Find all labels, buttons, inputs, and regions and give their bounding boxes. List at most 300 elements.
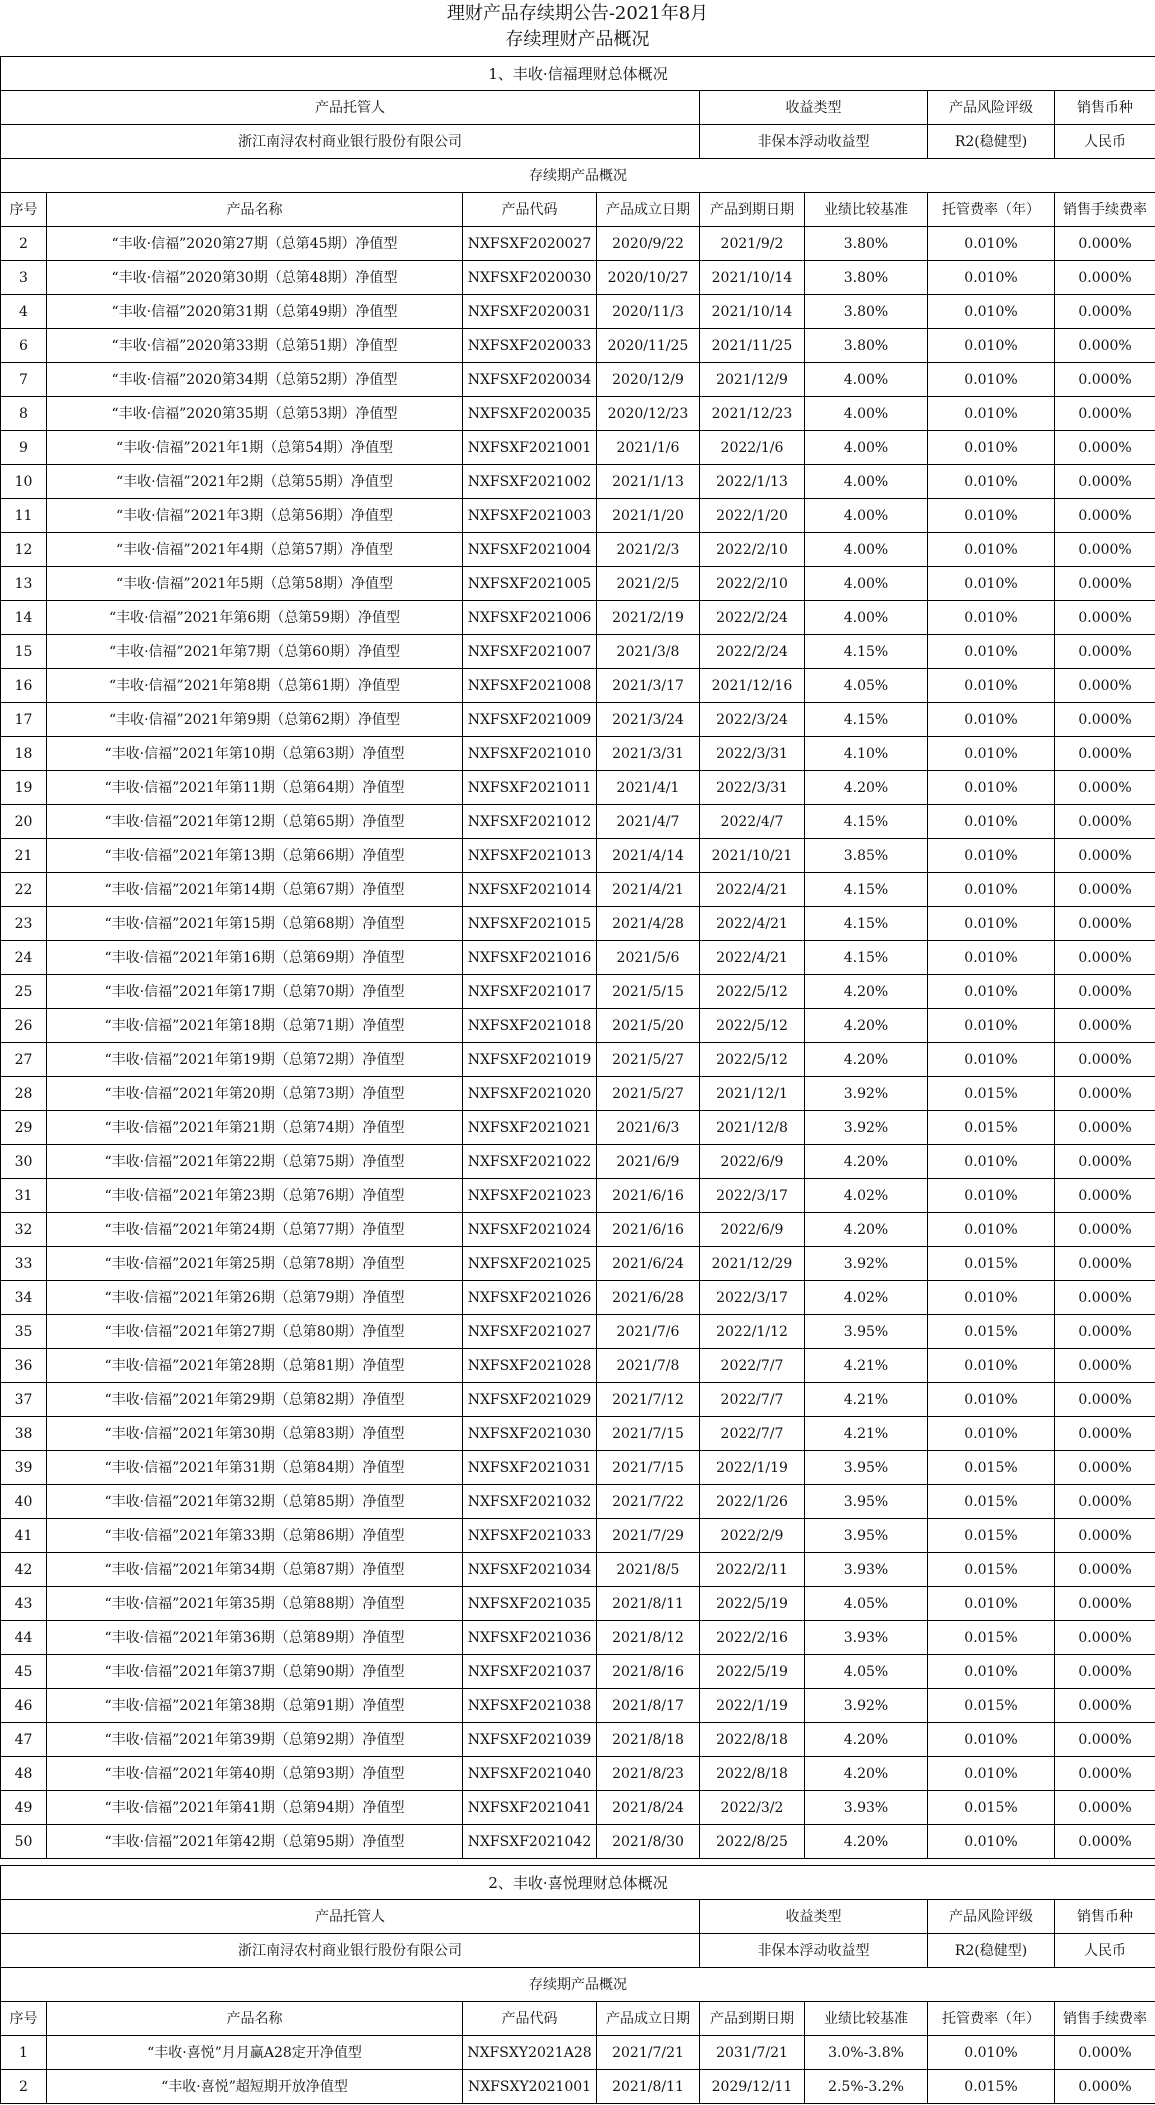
table-cell: 2022/8/18 [700,1723,805,1757]
table-cell: 2021/5/20 [597,1009,700,1043]
table-cell: “丰收·信福”2021年2期（总第55期）净值型 [47,465,463,499]
table-cell: 3.80% [805,261,928,295]
table-cell: 2021/8/18 [597,1723,700,1757]
table-cell: 0.010% [928,1179,1055,1213]
table-cell: 0.010% [928,1145,1055,1179]
table-cell: 0.000% [1055,771,1155,805]
table-cell: 0.000% [1055,465,1155,499]
table-cell: 47 [1,1723,47,1757]
table-cell: NXFSXF2021004 [463,533,597,567]
table-cell: 0.010% [928,703,1055,737]
table-cell: 0.000% [1055,431,1155,465]
table-cell: 2021/7/15 [597,1417,700,1451]
table-cell: 46 [1,1689,47,1723]
table-cell: 2022/1/19 [700,1451,805,1485]
table-cell: 6 [1,329,47,363]
table-cell: 0.010% [928,669,1055,703]
table-cell: 4.21% [805,1349,928,1383]
table-cell: “丰收·信福”2021年第42期（总第95期）净值型 [47,1825,463,1859]
table-cell: “丰收·信福”2021年第41期（总第94期）净值型 [47,1791,463,1825]
table-cell: NXFSXF2021031 [463,1451,597,1485]
table-cell: NXFSXF2021036 [463,1621,597,1655]
table-cell: 2021/4/28 [597,907,700,941]
table-cell: 4.20% [805,771,928,805]
table-cell: 2022/2/10 [700,533,805,567]
table-cell: “丰收·信福”2021年第33期（总第86期）净值型 [47,1519,463,1553]
table-cell: NXFSXF2020034 [463,363,597,397]
table-row [1,1077,1155,1111]
table-cell: 9 [1,431,47,465]
table-cell: 3.92% [805,1689,928,1723]
page-title: 理财产品存续期公告-2021年8月 [446,3,709,24]
table-cell: 2021/5/27 [597,1043,700,1077]
table-row [1,771,1155,805]
table-cell: NXFSXF2021020 [463,1077,597,1111]
table-cell: 0.000% [1055,1451,1155,1485]
table-cell: 2031/7/21 [700,2036,805,2070]
table-cell: 2021/7/8 [597,1349,700,1383]
xinfu-overview-values-cell: R2(稳健型) [928,125,1055,159]
table-cell: 0.000% [1055,533,1155,567]
table-cell: 0.010% [928,873,1055,907]
table-cell: 0.015% [928,1621,1055,1655]
table-cell: 2 [1,2070,47,2104]
table-cell: 0.010% [928,635,1055,669]
xinfu-overview-headers-cell: 产品托管人 [1,91,700,125]
table-cell: 3.93% [805,1553,928,1587]
table-cell: 50 [1,1825,47,1859]
table-cell: 0.010% [928,329,1055,363]
table-row [1,1383,1155,1417]
table-row [1,703,1155,737]
table-cell: 20 [1,805,47,839]
table-row [1,1485,1155,1519]
table-row [1,1689,1155,1723]
table-cell: “丰收·信福”2021年第11期（总第64期）净值型 [47,771,463,805]
table-cell: “丰收·信福”2021年5期（总第58期）净值型 [47,567,463,601]
table-cell: NXFSXF2021017 [463,975,597,1009]
table-cell: 2021/10/14 [700,261,805,295]
table-cell: 2021/11/25 [700,329,805,363]
table-cell: 3.80% [805,227,928,261]
table-row [1,1723,1155,1757]
table-cell: NXFSXF2021028 [463,1349,597,1383]
table-cell: 2022/4/7 [700,805,805,839]
table-cell: 1 [1,2036,47,2070]
table-cell: 3.93% [805,1621,928,1655]
table-row [1,1553,1155,1587]
table-cell: 25 [1,975,47,1009]
table-cell: NXFSXF2021018 [463,1009,597,1043]
table-cell: 0.010% [928,1349,1055,1383]
table-row [1,465,1155,499]
xinfu-overview-values-cell: 浙江南浔农村商业银行股份有限公司 [1,125,700,159]
table-cell: “丰收·信福”2021年第31期（总第84期）净值型 [47,1451,463,1485]
table-cell: 0.000% [1055,261,1155,295]
table-cell: 0.000% [1055,839,1155,873]
table-cell: 0.000% [1055,805,1155,839]
table-cell: 2022/7/7 [700,1383,805,1417]
xiyue-column-header: 产品代码 [463,2002,597,2036]
table-cell: 0.000% [1055,601,1155,635]
table-cell: 0.000% [1055,1281,1155,1315]
table-cell: 0.010% [928,907,1055,941]
table-cell: “丰收·信福”2020第35期（总第53期）净值型 [47,397,463,431]
table-cell: 4.20% [805,1723,928,1757]
table-cell: NXFSXF2021014 [463,873,597,907]
table-row [1,1213,1155,1247]
table-cell: 13 [1,567,47,601]
table-cell: 0.000% [1055,635,1155,669]
table-cell: 0.000% [1055,363,1155,397]
table-cell: “丰收·信福”2020第34期（总第52期）净值型 [47,363,463,397]
table-cell: 0.000% [1055,1621,1155,1655]
table-cell: “丰收·信福”2021年第36期（总第89期）净值型 [47,1621,463,1655]
table-cell: 2022/3/31 [700,771,805,805]
section-table-xiyue [0,1865,1155,2104]
table-row [1,805,1155,839]
table-cell: 28 [1,1077,47,1111]
table-cell: 0.000% [1055,1519,1155,1553]
table-cell: 4.05% [805,1655,928,1689]
table-cell: NXFSXF2021035 [463,1587,597,1621]
table-cell: “丰收·信福”2021年第30期（总第83期）净值型 [47,1417,463,1451]
table-cell: 0.000% [1055,227,1155,261]
table-cell: NXFSXF2021021 [463,1111,597,1145]
table-row [1,941,1155,975]
table-cell: NXFSXF2021006 [463,601,597,635]
table-cell: “丰收·信福”2021年第38期（总第91期）净值型 [47,1689,463,1723]
table-cell: 4.15% [805,635,928,669]
table-cell: 2022/4/21 [700,873,805,907]
table-cell: 3.80% [805,329,928,363]
table-cell: 49 [1,1791,47,1825]
table-cell: 34 [1,1281,47,1315]
table-cell: 0.000% [1055,1723,1155,1757]
table-cell: 2022/1/13 [700,465,805,499]
table-cell: 2021/3/17 [597,669,700,703]
table-cell: “丰收·信福”2021年第37期（总第90期）净值型 [47,1655,463,1689]
table-cell: NXFSXF2021032 [463,1485,597,1519]
table-cell: 18 [1,737,47,771]
table-cell: 2021/2/19 [597,601,700,635]
table-cell: 41 [1,1519,47,1553]
table-cell: 0.010% [928,1587,1055,1621]
xinfu-heading: 1、丰收·信福理财总体概况 [1,57,1155,91]
table-cell: 11 [1,499,47,533]
table-cell: 0.015% [928,1553,1055,1587]
table-cell: 0.000% [1055,1689,1155,1723]
table-cell: 3.85% [805,839,928,873]
table-cell: 2021/1/13 [597,465,700,499]
table-cell: 2021/6/24 [597,1247,700,1281]
table-row [1,669,1155,703]
xinfu-overview-values-row [1,125,1155,159]
table-row [1,635,1155,669]
xinfu-overview-headers-row [1,91,1155,125]
xiyue-column-header: 业绩比较基准 [805,2002,928,2036]
table-cell: “丰收·信福”2021年第9期（总第62期）净值型 [47,703,463,737]
table-cell: “丰收·信福”2021年4期（总第57期）净值型 [47,533,463,567]
table-cell: “丰收·信福”2021年第6期（总第59期）净值型 [47,601,463,635]
table-cell: 3.0%-3.8% [805,2036,928,2070]
table-cell: 3 [1,261,47,295]
table-cell: 0.000% [1055,1655,1155,1689]
table-cell: “丰收·信福”2021年第21期（总第74期）净值型 [47,1111,463,1145]
table-cell: 44 [1,1621,47,1655]
table-cell: NXFSXF2021042 [463,1825,597,1859]
table-cell: 3.92% [805,1247,928,1281]
table-cell: 2021/6/16 [597,1213,700,1247]
table-cell: 4.20% [805,1009,928,1043]
table-cell: 2022/3/17 [700,1281,805,1315]
table-row [1,873,1155,907]
xinfu-heading-row [1,57,1155,91]
table-cell: “丰收·信福”2021年第34期（总第87期）净值型 [47,1553,463,1587]
table-cell: 0.000% [1055,1145,1155,1179]
table-cell: 2022/7/7 [700,1417,805,1451]
table-row [1,975,1155,1009]
table-cell: 2021/8/11 [597,2070,700,2104]
table-cell: “丰收·信福”2021年第16期（总第69期）净值型 [47,941,463,975]
table-cell: 2021/8/16 [597,1655,700,1689]
table-cell: 3.95% [805,1519,928,1553]
table-cell: 2022/5/19 [700,1587,805,1621]
table-cell: 2022/3/31 [700,737,805,771]
xinfu-column-header: 托管费率（年） [928,193,1055,227]
table-row [1,1451,1155,1485]
table-cell: 2022/3/2 [700,1791,805,1825]
table-row [1,1179,1155,1213]
table-cell: “丰收·信福”2021年第40期（总第93期）净值型 [47,1757,463,1791]
table-cell: 33 [1,1247,47,1281]
table-cell: 2022/8/18 [700,1757,805,1791]
table-cell: NXFSXF2020031 [463,295,597,329]
table-row [1,1111,1155,1145]
table-cell: “丰收·信福”2021年第10期（总第63期）净值型 [47,737,463,771]
table-cell: 2021/7/6 [597,1315,700,1349]
page-subtitle: 存续理财产品概况 [505,29,650,50]
table-cell: 2022/1/20 [700,499,805,533]
table-cell: NXFSXF2021027 [463,1315,597,1349]
table-cell: 2022/1/19 [700,1689,805,1723]
table-cell: 2021/8/23 [597,1757,700,1791]
table-cell: NXFSXF2021040 [463,1757,597,1791]
xinfu-column-header: 产品名称 [47,193,463,227]
table-cell: 0.000% [1055,1825,1155,1859]
table-row [1,1281,1155,1315]
table-cell: 2021/3/8 [597,635,700,669]
table-cell: NXFSXF2021012 [463,805,597,839]
table-cell: 2021/7/12 [597,1383,700,1417]
table-cell: “丰收·信福”2021年第7期（总第60期）净值型 [47,635,463,669]
xinfu-column-header-row [1,193,1155,227]
table-cell: 2021/2/5 [597,567,700,601]
table-cell: 32 [1,1213,47,1247]
table-row [1,533,1155,567]
table-cell: 14 [1,601,47,635]
table-cell: 3.92% [805,1111,928,1145]
table-cell: NXFSXF2021026 [463,1281,597,1315]
table-cell: NXFSXF2021024 [463,1213,597,1247]
table-cell: 17 [1,703,47,737]
table-cell: 2022/3/24 [700,703,805,737]
table-row [1,2070,1155,2104]
section-table-xinfu [0,56,1155,1859]
table-cell: 2021/8/30 [597,1825,700,1859]
table-cell: 0.010% [928,567,1055,601]
table-cell: 2020/10/27 [597,261,700,295]
table-cell: 4.02% [805,1179,928,1213]
table-cell: 0.010% [928,363,1055,397]
table-cell: 4.15% [805,907,928,941]
table-row [1,1621,1155,1655]
xiyue-overview-headers-cell: 收益类型 [700,1900,928,1934]
table-cell: “丰收·信福”2021年第19期（总第72期）净值型 [47,1043,463,1077]
table-cell: 0.015% [928,1111,1055,1145]
table-row [1,1417,1155,1451]
table-cell: “丰收·信福”2021年3期（总第56期）净值型 [47,499,463,533]
table-cell: 0.015% [928,1519,1055,1553]
table-cell: NXFSXF2021023 [463,1179,597,1213]
table-cell: 0.000% [1055,2036,1155,2070]
table-row [1,2036,1155,2070]
table-cell: NXFSXF2021022 [463,1145,597,1179]
table-cell: 2021/1/20 [597,499,700,533]
table-cell: 3.95% [805,1451,928,1485]
table-cell: 23 [1,907,47,941]
table-cell: 2021/8/17 [597,1689,700,1723]
table-cell: 2021/12/23 [700,397,805,431]
table-cell: 0.010% [928,1723,1055,1757]
table-cell: 2021/1/6 [597,431,700,465]
table-cell: 0.010% [928,1655,1055,1689]
table-cell: 0.010% [928,771,1055,805]
table-cell: 0.000% [1055,1349,1155,1383]
table-cell: 4.00% [805,499,928,533]
table-row [1,1825,1155,1859]
xiyue-overview-headers-row [1,1900,1155,1934]
xiyue-products-heading: 存续期产品概况 [1,1968,1155,2002]
table-cell: 0.015% [928,1451,1055,1485]
table-cell: NXFSXF2021019 [463,1043,597,1077]
table-cell: NXFSXF2020033 [463,329,597,363]
table-cell: 3.95% [805,1485,928,1519]
xiyue-overview-values-cell: 浙江南浔农村商业银行股份有限公司 [1,1934,700,1968]
table-row [1,363,1155,397]
table-row [1,1519,1155,1553]
table-cell: 0.010% [928,397,1055,431]
table-cell: “丰收·信福”2021年第23期（总第76期）净值型 [47,1179,463,1213]
xiyue-heading-row [1,1866,1155,1900]
table-row [1,567,1155,601]
table-cell: 24 [1,941,47,975]
table-cell: 2021/5/15 [597,975,700,1009]
table-cell: 4.02% [805,1281,928,1315]
table-cell: 39 [1,1451,47,1485]
table-cell: 2020/12/23 [597,397,700,431]
table-row [1,261,1155,295]
table-cell: 42 [1,1553,47,1587]
table-row [1,1349,1155,1383]
xiyue-overview-headers-cell: 产品风险评级 [928,1900,1055,1934]
table-row [1,1009,1155,1043]
table-cell: 0.000% [1055,941,1155,975]
table-cell: 0.010% [928,1009,1055,1043]
table-cell: 2 [1,227,47,261]
table-cell: 2021/3/31 [597,737,700,771]
xiyue-overview-values-row [1,1934,1155,1968]
table-cell: 10 [1,465,47,499]
xinfu-overview-headers-cell: 产品风险评级 [928,91,1055,125]
table-cell: 0.000% [1055,1111,1155,1145]
table-cell: 0.015% [928,1315,1055,1349]
table-cell: 0.010% [928,1213,1055,1247]
table-cell: 0.010% [928,499,1055,533]
table-cell: 2020/11/25 [597,329,700,363]
xiyue-products-heading-row [1,1968,1155,2002]
table-cell: 2021/6/16 [597,1179,700,1213]
table-cell: “丰收·信福”2021年第27期（总第80期）净值型 [47,1315,463,1349]
table-cell: 4.20% [805,1825,928,1859]
xiyue-column-header-row [1,2002,1155,2036]
table-cell: 2021/8/12 [597,1621,700,1655]
table-cell: 36 [1,1349,47,1383]
xinfu-column-header: 序号 [1,193,47,227]
table-cell: 0.015% [928,1247,1055,1281]
table-cell: 2021/12/29 [700,1247,805,1281]
table-cell: NXFSXF2021030 [463,1417,597,1451]
table-cell: 2022/2/16 [700,1621,805,1655]
table-cell: NXFSXF2021009 [463,703,597,737]
table-cell: 45 [1,1655,47,1689]
table-cell: 0.000% [1055,1553,1155,1587]
xiyue-overview-values-cell: 非保本浮动收益型 [700,1934,928,1968]
table-cell: NXFSXY2021001 [463,2070,597,2104]
table-cell: 4.05% [805,1587,928,1621]
table-cell: 4.20% [805,1757,928,1791]
table-cell: 3.95% [805,1315,928,1349]
table-cell: 19 [1,771,47,805]
xiyue-column-header: 序号 [1,2002,47,2036]
table-cell: 0.010% [928,295,1055,329]
table-cell: 4.15% [805,941,928,975]
table-cell: 4.00% [805,567,928,601]
table-cell: 2022/2/9 [700,1519,805,1553]
table-cell: 4.15% [805,805,928,839]
table-cell: NXFSXF2021029 [463,1383,597,1417]
table-cell: “丰收·信福”2021年第14期（总第67期）净值型 [47,873,463,907]
table-cell: 37 [1,1383,47,1417]
table-row [1,1587,1155,1621]
table-cell: “丰收·信福”2021年第18期（总第71期）净值型 [47,1009,463,1043]
table-cell: 2022/6/9 [700,1145,805,1179]
xinfu-products-heading-row [1,159,1155,193]
table-cell: “丰收·信福”2021年第12期（总第65期）净值型 [47,805,463,839]
table-cell: 0.000% [1055,397,1155,431]
table-cell: 22 [1,873,47,907]
table-row [1,1655,1155,1689]
table-cell: 3.80% [805,295,928,329]
table-cell: 7 [1,363,47,397]
table-cell: 2021/6/28 [597,1281,700,1315]
table-cell: 2022/6/9 [700,1213,805,1247]
table-cell: NXFSXF2021041 [463,1791,597,1825]
table-cell: 48 [1,1757,47,1791]
table-row [1,1315,1155,1349]
table-cell: 2022/7/7 [700,1349,805,1383]
table-cell: NXFSXF2021039 [463,1723,597,1757]
